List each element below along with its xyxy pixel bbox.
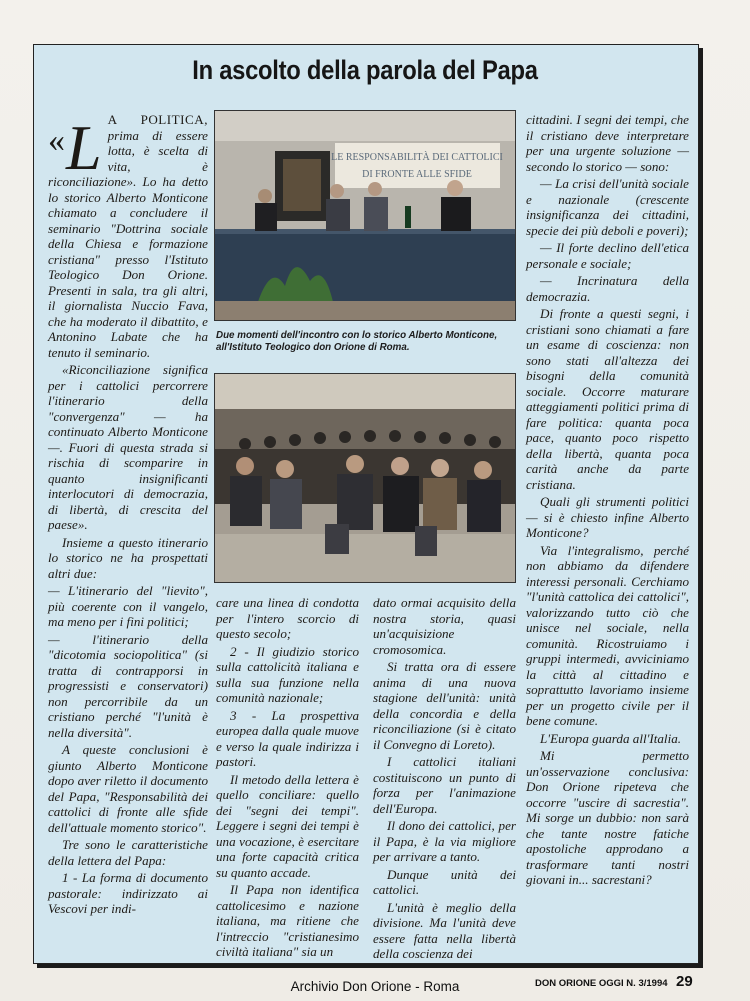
paragraph: Insieme a questo itinerario lo storico ne ha prospettati altri due: xyxy=(48,534,208,581)
paragraph: Via l'integralismo, perché non abbiamo da difendere interessi personali. Cerchiamo "l'unità cattolica dei cattolici", valorizzando tutto ciò che unisce nel sociale, nella comunità. Ricostruiamo i gruppi intermedi, avviciniamo la città al cittadino e soprattutto lavoriamo insieme per un progetto civile per il bene comune. xyxy=(526,542,689,728)
photo-caption: Due momenti dell'incontro con lo storico Alberto Monticone, all'Istituto Teologico don Orione di Roma. xyxy=(216,330,498,353)
paragraph: Mi permetto un'osservazione conclusiva: Don Orione ripeteva che occorre "uscire di sacrestia". Mi sorge un dubbio: non sarà che tante nostre fatiche apostoliche approdano a trasformare tanti nostri giovani in... sacrestani? xyxy=(526,748,689,887)
paragraph: care una linea di condotta per l'intero scorcio di questo secolo; xyxy=(216,595,359,641)
paragraph: I cattolici italiani costituiscono un punto di forza per l'animazione dell'Europa. xyxy=(373,754,516,816)
paragraph: 1 - La forma di documento pastorale: indirizzato ai Vescovi per indi- xyxy=(48,870,208,916)
paragraph: Si tratta ora di essere anima di una nuova stagione dell'unità: unità della concordia e della riconciliazione (si è citato il Convegno di Loreto). xyxy=(373,659,516,752)
paragraph: cittadini. I segni dei tempi, che il cristiano deve interpretare per una urgente soluzione — secondo lo storico — sono: xyxy=(526,112,689,174)
paragraph: L'Europa guarda all'Italia. xyxy=(540,730,682,746)
paragraph: — La crisi dell'unità sociale e nazionale (crescente insignificanza dei cittadini, specie dei più deboli e poveri); xyxy=(526,176,689,238)
photo-speakers-table xyxy=(214,110,516,321)
paragraph: A queste conclusioni è giunto Alberto Monticone dopo aver riletto il documento del Papa, "Responsabilità dei cattolici di fronte alle sfide dell'attuale momento storico". xyxy=(48,742,208,835)
drop-cap: «L xyxy=(48,112,102,183)
column-1 xyxy=(48,112,208,919)
magazine-issue: DON ORIONE OGGI N. 3/1994 xyxy=(535,978,668,989)
paragraph: 3 - La prospettiva europea dalla quale muove e verso la quale indirizza i pastori. xyxy=(216,707,359,769)
paragraph: — L'itinerario del "lievito", più coerente con il vangelo, ma meno per i fini politici; xyxy=(48,583,208,629)
banner-text-2: DI FRONTE ALLE SFIDE xyxy=(362,169,472,180)
paragraph: — Incrinatura della democrazia. xyxy=(526,273,689,304)
paragraph: L'unità è meglio della divisione. Ma l'unità deve essere fatta nella libertà della coscienza dei xyxy=(373,899,516,961)
column-3 xyxy=(373,595,516,964)
paragraph: Il Papa non identifica cattolicesimo e nazione italiana, ma ritiene che l'intreccio "cristianesimo civiltà italiana" sia un xyxy=(216,882,359,959)
archive-credit: Archivio Don Orione - Roma xyxy=(290,979,460,994)
paragraph: Tre sono le caratteristiche della lettera del Papa: xyxy=(48,837,208,868)
paragraph: 2 - Il giudizio storico sulla cattolicità italiana e sulla sua funzione nella comunità nazionale; xyxy=(216,643,359,705)
paragraph: Di fronte a questi segni, i cristiani sono chiamati a fare un esame di coscienza: non sono stati all'altezza dei bisogni della comunità sociale. Occorre maturare atteggiamenti politici prima di fare politica: quanta poca pace, quanto poco rispetto della libertà, quanta poca carità anche da parte cristiana. xyxy=(526,306,689,492)
paragraph: Il dono dei cattolici, per il Papa, è la via migliore per arrivare a tanto. xyxy=(373,818,516,864)
article-title: In ascolto della parola del Papa xyxy=(192,55,538,85)
column-4 xyxy=(526,112,689,890)
column-2 xyxy=(216,595,359,962)
paragraph: dato ormai acquisito della nostra storia, quasi un'acquisizione cromosomica. xyxy=(373,595,516,657)
lead-smallcaps: A POLITICA, xyxy=(107,112,208,127)
page-number: 29 xyxy=(676,973,693,990)
paragraph: — Il forte declino dell'etica personale e sociale; xyxy=(526,240,689,271)
paragraph: Il metodo della lettera è quello conciliare: quello dei "segni dei tempi". Leggere i segni dei tempi è una vocazione, è esercitare una forte capacità critica su quanto accade. xyxy=(216,771,359,880)
paragraph: Quali gli strumenti politici — si è chiesto infine Alberto Monticone? xyxy=(526,494,689,540)
lead-paragraph xyxy=(48,112,208,360)
paragraph: — l'itinerario della "dicotomia sociopolitica" (si tratta di contrapporsi in progressisti e conservatori) non percorribile da un cristiano perché "l'unità è nella diversità". xyxy=(48,631,208,740)
paragraph: Dunque unità dei cattolici. xyxy=(373,866,516,897)
lead-text: prima di essere lotta, è scelta di vita, è riconciliazione». Lo ha detto lo storico Alberto Monticone chiamato a concludere il seminario "Dottrina sociale della Chiesa e formazione cristiana" presso l'Istituto Teologico Don Orione. Presenti in sala, tra gli altri, il giornalista Nuccio Fava, che ha moderato il dibattito, e Antonino Labate che ha tenuto il seminario. xyxy=(48,127,208,360)
photo-audience xyxy=(214,373,516,583)
paragraph: «Riconciliazione significa per i cattolici percorrere l'itinerario della "convergenza" — ha continuato Alberto Monticone —. Fuori di questa strada si rischia di scomparire in quanto insignificanti interlocutori di democrazia, di libertà, di crescita del paese». xyxy=(48,362,208,532)
banner-text-1: LE RESPONSABILITÀ DEI CATTOLICI xyxy=(331,152,503,163)
